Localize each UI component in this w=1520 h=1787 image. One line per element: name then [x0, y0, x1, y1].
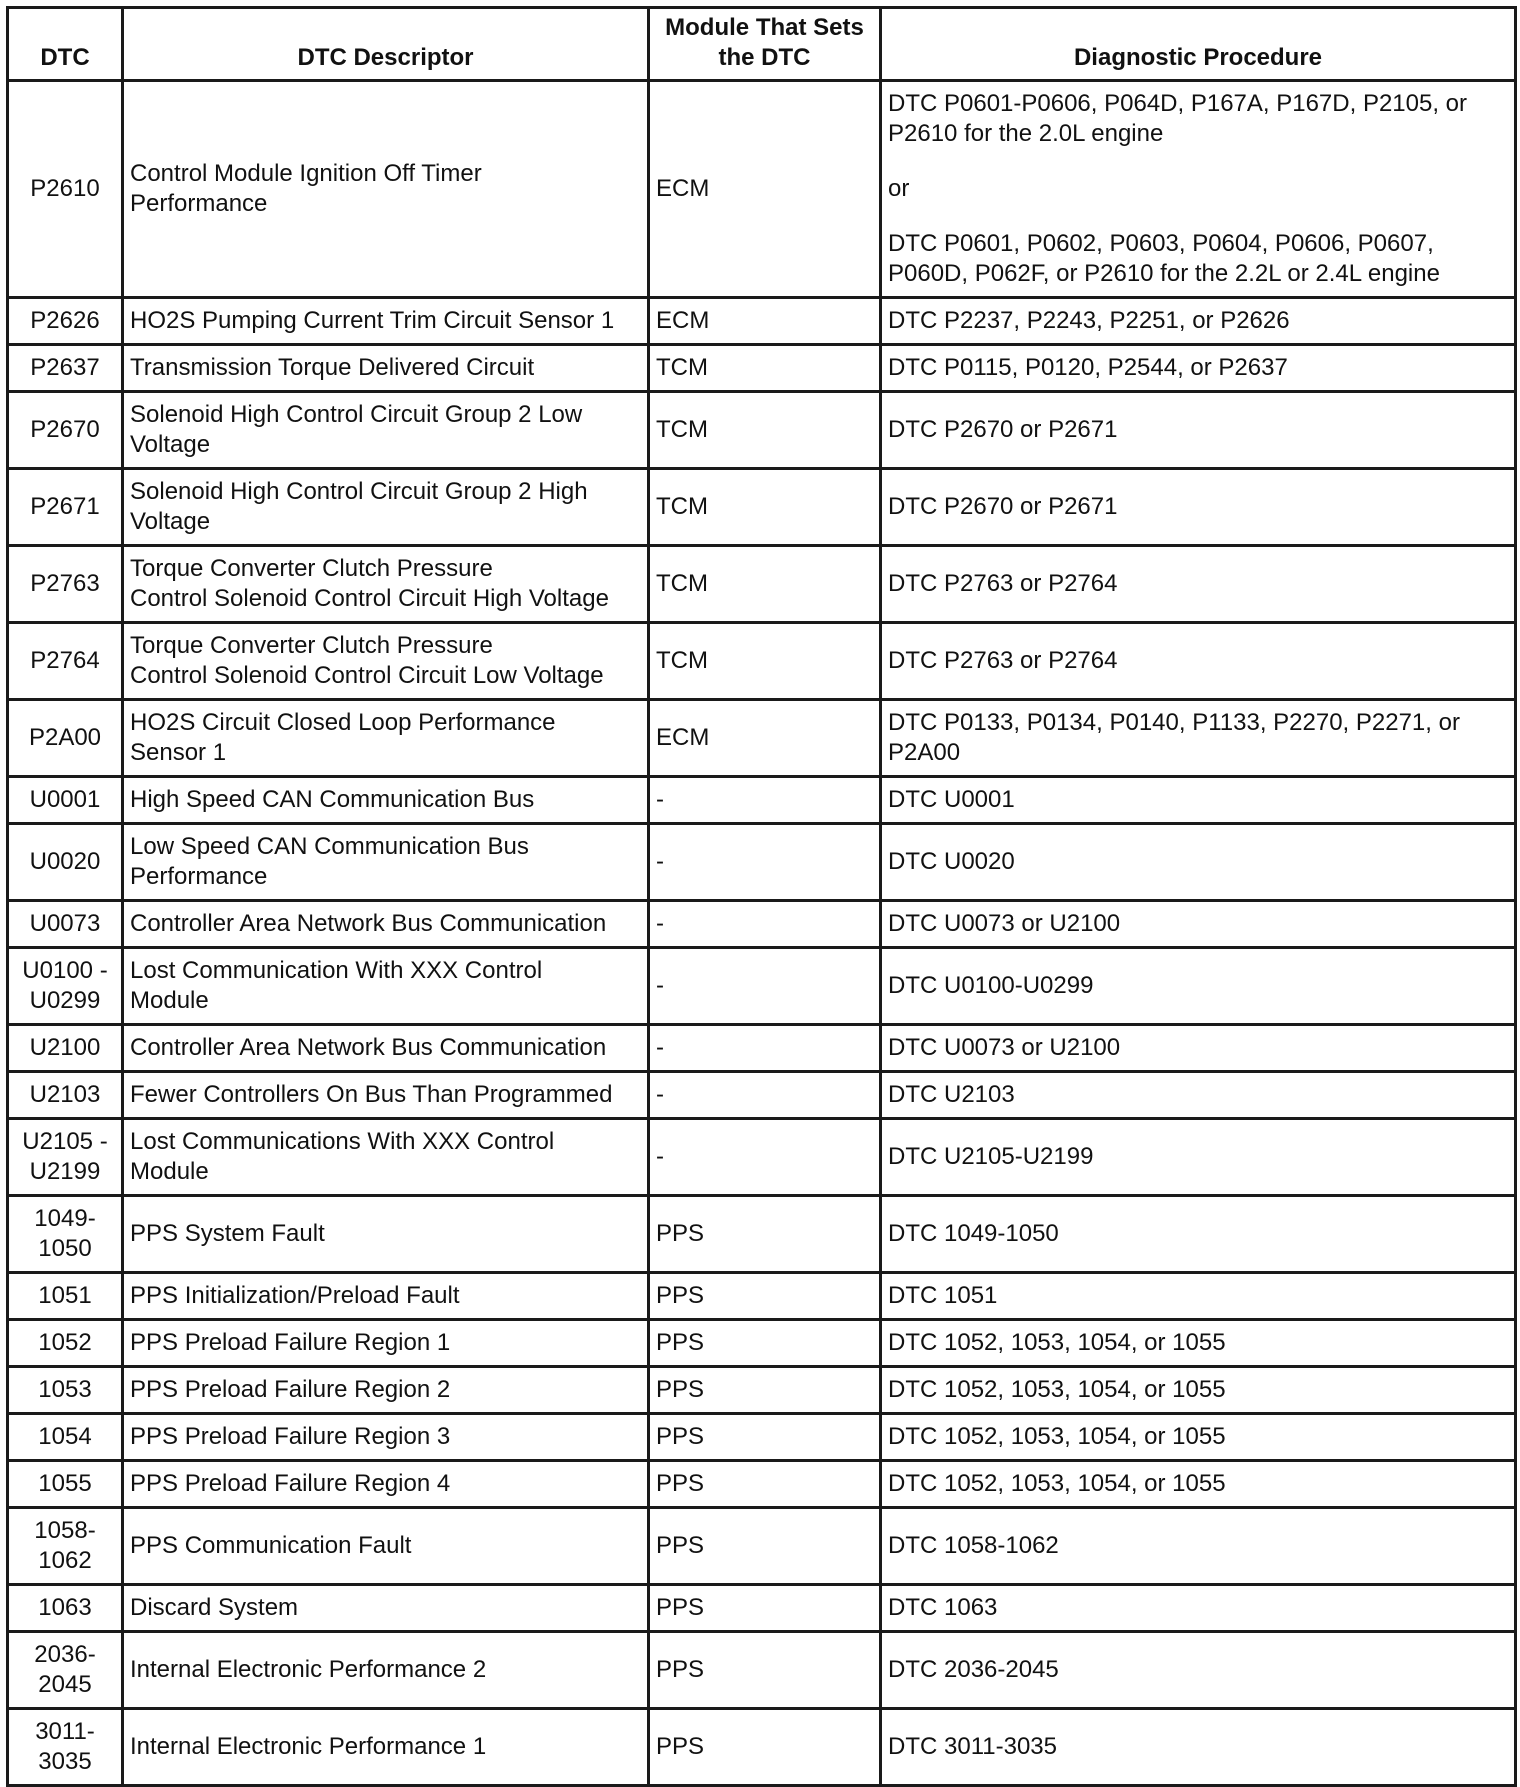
diagnostic-procedure-cell — [881, 1632, 1516, 1709]
table-row — [8, 298, 1516, 345]
module-cell: PPS — [649, 1461, 881, 1508]
descriptor-line: Voltage — [130, 431, 211, 458]
procedure-line: DTC 1052, 1053, 1054, or 1055 — [888, 1376, 1226, 1403]
dtc-code-cell — [8, 81, 123, 298]
table-row — [8, 1508, 1516, 1585]
dtc-code-cell — [8, 777, 123, 824]
module-cell: TCM — [649, 345, 881, 392]
table-row — [8, 1414, 1516, 1461]
procedure-paragraph — [888, 1080, 1508, 1110]
diagnostic-procedure-cell — [881, 901, 1516, 948]
table-header — [8, 8, 1516, 81]
diagnostic-procedure-cell — [881, 1320, 1516, 1367]
descriptor-line: PPS Preload Failure Region 3 — [130, 1423, 451, 1450]
descriptor-line: Module — [130, 1158, 209, 1185]
dtc-descriptor-cell — [123, 546, 649, 623]
procedure-paragraph — [888, 1422, 1508, 1452]
dtc-descriptor-cell — [123, 901, 649, 948]
descriptor-line: PPS Initialization/Preload Fault — [130, 1282, 460, 1309]
dtc-code-line: 1052 — [38, 1329, 92, 1356]
procedure-line: DTC 1052, 1053, 1054, or 1055 — [888, 1329, 1226, 1356]
dtc-code-line: 1063 — [38, 1594, 92, 1621]
diagnostic-procedure-cell — [881, 1508, 1516, 1585]
procedure-paragraph — [888, 1655, 1508, 1685]
diagnostic-procedure-cell — [881, 1273, 1516, 1320]
dtc-code-cell — [8, 1273, 123, 1320]
dtc-code-line: 1055 — [38, 1470, 92, 1497]
descriptor-line: HO2S Pumping Current Trim Circuit Sensor 1 — [130, 307, 615, 334]
module-cell: PPS — [649, 1273, 881, 1320]
header-procedure: Diagnostic Procedure — [881, 8, 1516, 81]
procedure-line: DTC P2237, P2243, P2251, or P2626 — [888, 307, 1290, 334]
diagnostic-procedure-cell — [881, 1461, 1516, 1508]
table-body — [8, 81, 1516, 1786]
dtc-code-cell — [8, 1320, 123, 1367]
descriptor-line: Module — [130, 987, 209, 1014]
procedure-paragraph — [888, 708, 1508, 768]
dtc-code-cell — [8, 546, 123, 623]
dtc-code-line: U2105 - — [22, 1128, 108, 1155]
dtc-code-line: 2045 — [38, 1671, 92, 1698]
descriptor-line: Voltage — [130, 508, 211, 535]
descriptor-line: Low Speed CAN Communication Bus — [130, 833, 529, 860]
procedure-paragraph — [888, 1469, 1508, 1499]
descriptor-line: Performance — [130, 863, 268, 890]
dtc-code-line: 1058- — [34, 1517, 96, 1544]
module-cell: ECM — [649, 298, 881, 345]
dtc-code-cell — [8, 392, 123, 469]
dtc-descriptor-cell — [123, 1119, 649, 1196]
dtc-descriptor-cell — [123, 777, 649, 824]
dtc-code-cell — [8, 948, 123, 1025]
diagnostic-procedure-cell — [881, 298, 1516, 345]
procedure-paragraph — [888, 1033, 1508, 1063]
diagnostic-procedure-cell — [881, 345, 1516, 392]
procedure-paragraph — [888, 1142, 1508, 1172]
diagnostic-procedure-cell — [881, 824, 1516, 901]
procedure-line: DTC U2105-U2199 — [888, 1143, 1094, 1170]
diagnostic-procedure-cell — [881, 1414, 1516, 1461]
table-row — [8, 1072, 1516, 1119]
module-cell: ECM — [649, 700, 881, 777]
procedure-paragraph — [888, 353, 1508, 383]
dtc-code-cell — [8, 1025, 123, 1072]
table-row — [8, 824, 1516, 901]
descriptor-line: Solenoid High Control Circuit Group 2 High — [130, 478, 588, 505]
dtc-code-line: 2036- — [34, 1641, 96, 1668]
descriptor-line: Torque Converter Clutch Pressure — [130, 632, 493, 659]
module-cell: TCM — [649, 392, 881, 469]
dtc-descriptor-cell — [123, 1461, 649, 1508]
dtc-descriptor-cell — [123, 1072, 649, 1119]
dtc-code-cell — [8, 1461, 123, 1508]
dtc-code-line: U0299 — [29, 987, 101, 1014]
dtc-code-line: P2A00 — [28, 724, 102, 751]
module-cell: PPS — [649, 1632, 881, 1709]
descriptor-line: High Speed CAN Communication Bus — [130, 786, 535, 813]
dtc-code-line: 1053 — [38, 1376, 92, 1403]
table-row — [8, 1273, 1516, 1320]
dtc-descriptor-cell — [123, 1273, 649, 1320]
dtc-descriptor-cell — [123, 948, 649, 1025]
dtc-code-line: U0020 — [29, 848, 101, 875]
dtc-code-cell — [8, 1414, 123, 1461]
dtc-code-line: P2610 — [30, 175, 100, 202]
dtc-descriptor-cell — [123, 1367, 649, 1414]
module-cell: PPS — [649, 1196, 881, 1273]
descriptor-line: Control Solenoid Control Circuit Low Voltage — [130, 662, 604, 689]
dtc-table — [6, 6, 1517, 1787]
procedure-paragraph — [888, 492, 1508, 522]
dtc-code-line: P2670 — [30, 416, 100, 443]
module-cell: TCM — [649, 469, 881, 546]
dtc-code-line: P2626 — [30, 307, 100, 334]
procedure-paragraph — [888, 89, 1508, 149]
module-cell: PPS — [649, 1508, 881, 1585]
procedure-line: DTC P2670 or P2671 — [888, 493, 1118, 520]
descriptor-line: PPS Preload Failure Region 4 — [130, 1470, 451, 1497]
diagnostic-procedure-cell — [881, 1196, 1516, 1273]
descriptor-line: Torque Converter Clutch Pressure — [130, 555, 493, 582]
diagnostic-procedure-cell — [881, 1585, 1516, 1632]
dtc-code-cell — [8, 1632, 123, 1709]
dtc-descriptor-cell — [123, 824, 649, 901]
procedure-paragraph — [888, 1375, 1508, 1405]
header-module — [649, 8, 881, 81]
dtc-code-line: U2103 — [29, 1081, 101, 1108]
module-cell: - — [649, 1072, 881, 1119]
procedure-line: DTC 1052, 1053, 1054, or 1055 — [888, 1423, 1226, 1450]
procedure-paragraph — [888, 1531, 1508, 1561]
descriptor-line: Internal Electronic Performance 2 — [130, 1656, 487, 1683]
dtc-code-cell — [8, 1585, 123, 1632]
descriptor-line: PPS Communication Fault — [130, 1532, 412, 1559]
dtc-code-cell — [8, 901, 123, 948]
dtc-code-cell — [8, 1709, 123, 1786]
dtc-code-cell — [8, 1367, 123, 1414]
dtc-code-line: P2764 — [30, 647, 100, 674]
dtc-code-line: 1051 — [38, 1282, 92, 1309]
dtc-code-line: P2637 — [30, 354, 100, 381]
procedure-paragraph — [888, 1732, 1508, 1762]
procedure-line: P060D, P062F, or P2610 for the 2.2L or 2.4L engine — [888, 260, 1440, 287]
module-cell: TCM — [649, 546, 881, 623]
procedure-line: DTC U0001 — [888, 786, 1015, 813]
procedure-paragraph — [888, 174, 1508, 204]
procedure-line: DTC P2763 or P2764 — [888, 647, 1118, 674]
module-cell: - — [649, 1119, 881, 1196]
table-row — [8, 345, 1516, 392]
diagnostic-procedure-cell — [881, 546, 1516, 623]
descriptor-line: Performance — [130, 190, 268, 217]
diagnostic-procedure-cell — [881, 392, 1516, 469]
table-row — [8, 777, 1516, 824]
procedure-paragraph — [888, 971, 1508, 1001]
dtc-code-cell — [8, 1196, 123, 1273]
procedure-line: DTC P0601-P0606, P064D, P167A, P167D, P2105, or — [888, 90, 1468, 117]
table-row — [8, 1119, 1516, 1196]
diagnostic-procedure-cell — [881, 469, 1516, 546]
table-row — [8, 1196, 1516, 1273]
descriptor-line: Lost Communication With XXX Control — [130, 957, 543, 984]
module-cell: - — [649, 901, 881, 948]
dtc-descriptor-cell — [123, 469, 649, 546]
diagnostic-procedure-cell — [881, 81, 1516, 298]
document-page — [6, 6, 1514, 1787]
module-cell: - — [649, 1025, 881, 1072]
module-cell: TCM — [649, 623, 881, 700]
module-cell: PPS — [649, 1320, 881, 1367]
table-row — [8, 469, 1516, 546]
dtc-descriptor-cell — [123, 81, 649, 298]
descriptor-line: Transmission Torque Delivered Circuit — [130, 354, 535, 381]
table-row — [8, 1025, 1516, 1072]
table-row — [8, 392, 1516, 469]
module-cell: PPS — [649, 1709, 881, 1786]
header-module-line: Module That Sets — [665, 14, 864, 41]
procedure-paragraph — [888, 306, 1508, 336]
dtc-code-cell — [8, 824, 123, 901]
module-cell: - — [649, 824, 881, 901]
diagnostic-procedure-cell — [881, 1709, 1516, 1786]
dtc-descriptor-cell — [123, 1320, 649, 1367]
dtc-descriptor-cell — [123, 298, 649, 345]
descriptor-line: PPS Preload Failure Region 1 — [130, 1329, 451, 1356]
dtc-code-cell — [8, 298, 123, 345]
diagnostic-procedure-cell — [881, 1367, 1516, 1414]
dtc-code-cell — [8, 1072, 123, 1119]
dtc-descriptor-cell — [123, 1709, 649, 1786]
module-cell: PPS — [649, 1367, 881, 1414]
module-cell: - — [649, 777, 881, 824]
dtc-descriptor-cell — [123, 1196, 649, 1273]
table-row — [8, 1585, 1516, 1632]
procedure-paragraph — [888, 785, 1508, 815]
procedure-line: DTC 1058-1062 — [888, 1532, 1059, 1559]
procedure-paragraph — [888, 909, 1508, 939]
dtc-descriptor-cell — [123, 1632, 649, 1709]
module-cell: ECM — [649, 81, 881, 298]
diagnostic-procedure-cell — [881, 1025, 1516, 1072]
procedure-paragraph — [888, 1593, 1508, 1623]
dtc-descriptor-cell — [123, 392, 649, 469]
dtc-code-cell — [8, 700, 123, 777]
procedure-paragraph — [888, 569, 1508, 599]
module-cell: PPS — [649, 1585, 881, 1632]
procedure-line: DTC 3011-3035 — [888, 1733, 1057, 1760]
procedure-line: DTC 2036-2045 — [888, 1656, 1059, 1683]
procedure-line: DTC U0100-U0299 — [888, 972, 1094, 999]
procedure-line: DTC P0115, P0120, P2544, or P2637 — [888, 354, 1288, 381]
descriptor-line: PPS Preload Failure Region 2 — [130, 1376, 451, 1403]
table-row — [8, 700, 1516, 777]
descriptor-line: Sensor 1 — [130, 739, 227, 766]
dtc-descriptor-cell — [123, 1585, 649, 1632]
module-cell: PPS — [649, 1414, 881, 1461]
module-cell: - — [649, 948, 881, 1025]
diagnostic-procedure-cell — [881, 948, 1516, 1025]
procedure-paragraph — [888, 229, 1508, 289]
procedure-line: DTC U0020 — [888, 848, 1015, 875]
dtc-code-line: U0001 — [29, 786, 101, 813]
dtc-code-line: 1062 — [38, 1547, 92, 1574]
procedure-line: P2A00 — [888, 739, 961, 766]
dtc-code-line: 1049- — [34, 1205, 96, 1232]
procedure-line: DTC U2103 — [888, 1081, 1015, 1108]
dtc-code-line: P2763 — [30, 570, 100, 597]
header-row — [8, 8, 1516, 81]
dtc-code-line: 1050 — [38, 1235, 92, 1262]
procedure-line: DTC P2763 or P2764 — [888, 570, 1118, 597]
dtc-code-line: U0100 - — [22, 957, 108, 984]
procedure-line: DTC U0073 or U2100 — [888, 910, 1121, 937]
procedure-line: DTC P2670 or P2671 — [888, 416, 1118, 443]
descriptor-line: Discard System — [130, 1594, 299, 1621]
diagnostic-procedure-cell — [881, 1072, 1516, 1119]
descriptor-line: Controller Area Network Bus Communication — [130, 910, 607, 937]
diagnostic-procedure-cell — [881, 1119, 1516, 1196]
table-row — [8, 1367, 1516, 1414]
dtc-code-line: U0073 — [29, 910, 101, 937]
descriptor-line: Solenoid High Control Circuit Group 2 Low — [130, 401, 583, 428]
dtc-descriptor-cell — [123, 623, 649, 700]
procedure-line: P2610 for the 2.0L engine — [888, 120, 1164, 147]
descriptor-line: Internal Electronic Performance 1 — [130, 1733, 487, 1760]
procedure-paragraph — [888, 1281, 1508, 1311]
procedure-line: DTC 1052, 1053, 1054, or 1055 — [888, 1470, 1226, 1497]
dtc-code-cell — [8, 623, 123, 700]
header-dtc: DTC — [8, 8, 123, 81]
dtc-code-cell — [8, 1119, 123, 1196]
table-row — [8, 546, 1516, 623]
table-row — [8, 1709, 1516, 1786]
dtc-code-line: U2100 — [29, 1034, 101, 1061]
dtc-descriptor-cell — [123, 1508, 649, 1585]
procedure-paragraph — [888, 847, 1508, 877]
table-row — [8, 1320, 1516, 1367]
diagnostic-procedure-cell — [881, 777, 1516, 824]
diagnostic-procedure-cell — [881, 700, 1516, 777]
table-row — [8, 948, 1516, 1025]
descriptor-line: Fewer Controllers On Bus Than Programmed — [130, 1081, 613, 1108]
procedure-line: DTC P0601, P0602, P0603, P0604, P0606, P0607, — [888, 230, 1434, 257]
dtc-code-line: U2199 — [29, 1158, 101, 1185]
table-row — [8, 901, 1516, 948]
dtc-code-cell — [8, 345, 123, 392]
table-row — [8, 1461, 1516, 1508]
procedure-line: or — [888, 175, 910, 202]
procedure-line: DTC P0133, P0134, P0140, P1133, P2270, P2271, or — [888, 709, 1460, 736]
dtc-code-line: 3011- — [35, 1718, 95, 1745]
dtc-descriptor-cell — [123, 700, 649, 777]
table-row — [8, 1632, 1516, 1709]
dtc-code-line: P2671 — [30, 493, 100, 520]
header-descriptor: DTC Descriptor — [123, 8, 649, 81]
procedure-line: DTC 1051 — [888, 1282, 998, 1309]
dtc-code-line: 1054 — [38, 1423, 92, 1450]
dtc-descriptor-cell — [123, 345, 649, 392]
dtc-code-line: 3035 — [38, 1748, 92, 1775]
procedure-paragraph — [888, 1328, 1508, 1358]
procedure-line: DTC 1049-1050 — [888, 1220, 1059, 1247]
descriptor-line: Control Module Ignition Off Timer — [130, 160, 482, 187]
table-row — [8, 623, 1516, 700]
dtc-descriptor-cell — [123, 1025, 649, 1072]
procedure-line: DTC U0073 or U2100 — [888, 1034, 1121, 1061]
diagnostic-procedure-cell — [881, 623, 1516, 700]
descriptor-line: HO2S Circuit Closed Loop Performance — [130, 709, 556, 736]
dtc-code-cell — [8, 1508, 123, 1585]
descriptor-line: Controller Area Network Bus Communication — [130, 1034, 607, 1061]
procedure-paragraph — [888, 1219, 1508, 1249]
dtc-descriptor-cell — [123, 1414, 649, 1461]
descriptor-line: Control Solenoid Control Circuit High Voltage — [130, 585, 609, 612]
descriptor-line: Lost Communications With XXX Control — [130, 1128, 555, 1155]
descriptor-line: PPS System Fault — [130, 1220, 325, 1247]
procedure-line: DTC 1063 — [888, 1594, 998, 1621]
table-row — [8, 81, 1516, 298]
header-module-line: the DTC — [718, 44, 811, 71]
dtc-code-cell — [8, 469, 123, 546]
procedure-paragraph — [888, 646, 1508, 676]
procedure-paragraph — [888, 415, 1508, 445]
